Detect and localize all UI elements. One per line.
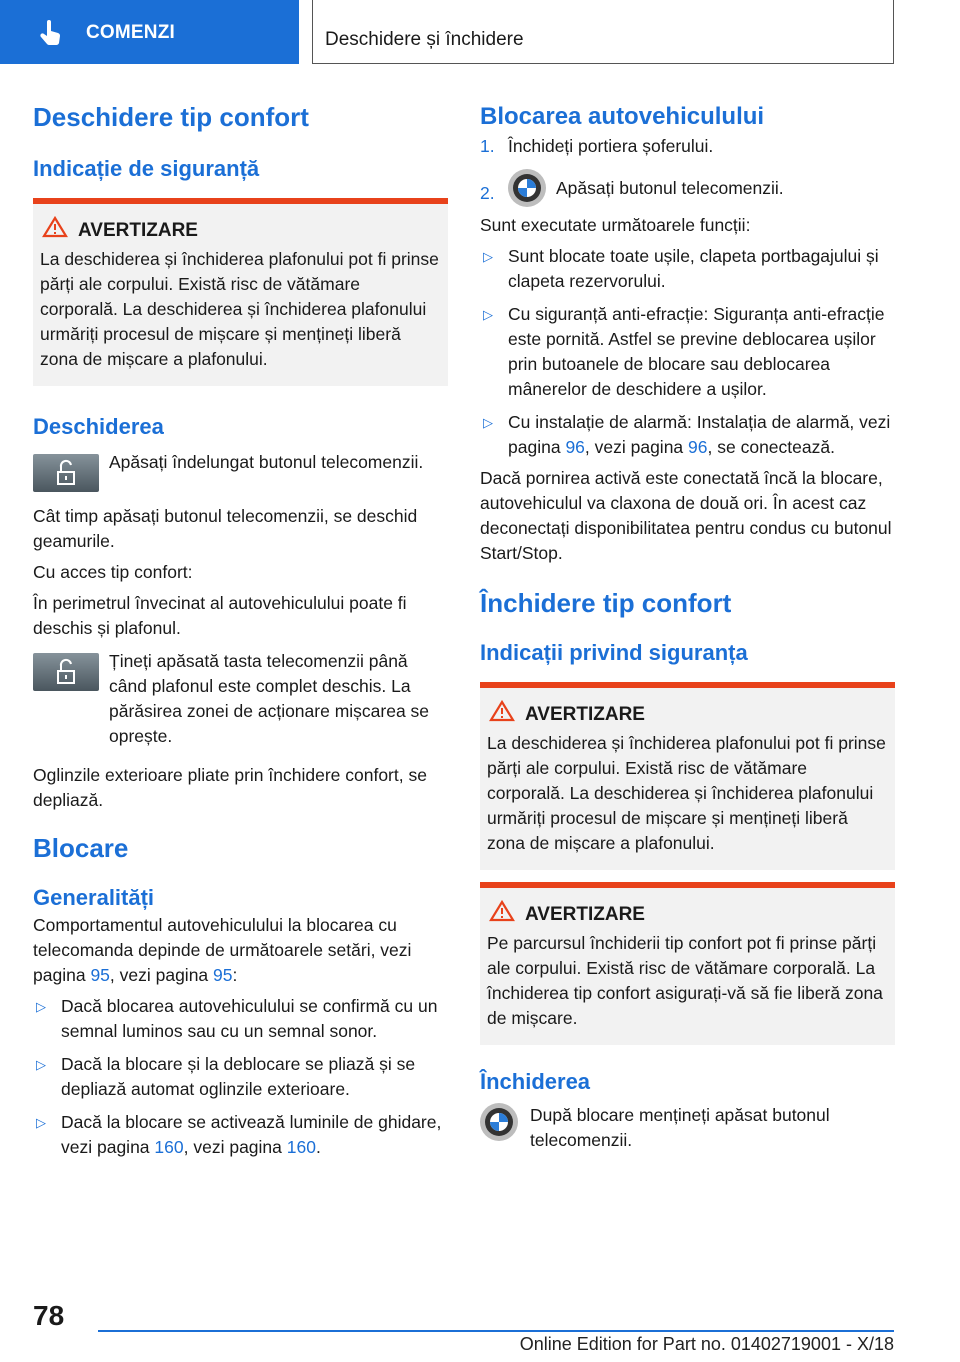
heading-lock: Blocare <box>33 833 129 863</box>
page-number: 78 <box>33 1300 65 1331</box>
paragraph: Dacă pornirea activă este conectată încă la blocare, autovehiculul va claxona de două ori. În acest caz deconectați disponibilitatea pentru condus cu butonul Start/Stop. <box>480 468 892 563</box>
warning-title: AVERTIZARE <box>525 703 645 725</box>
footer <box>98 1330 894 1354</box>
left-column <box>33 100 448 1160</box>
list-item: ▷ Dacă la blocare se activează luminile de ghidare, vezi pagina 160, vezi pagina 160. <box>36 1112 442 1157</box>
page-link[interactable]: 96 <box>565 437 585 457</box>
chapter-tab[interactable] <box>0 0 299 64</box>
hold-step-text: Țineți apăsată tasta telecomenzii până când plafonul este complet deschis. La părăsirea zonei de acționare mișcarea se oprește. <box>109 651 430 746</box>
chapter-label: COMENZI <box>86 22 176 43</box>
general-text: Comportamentul autovehiculului la blocarea cu telecomanda depinde de următoarele setări, vezi pagina 95, vezi pagina 95: <box>33 915 412 985</box>
right-column <box>480 100 895 1153</box>
warning-box <box>33 198 448 386</box>
paragraph: Cu acces tip confort: <box>33 562 193 582</box>
heading-comfort-open: Deschidere tip confort <box>33 102 309 132</box>
list-item: ▷ Dacă la blocare și la deblocare se pliază și se depliază automat oglinzile exterioare. <box>36 1054 416 1099</box>
warning-triangle-icon <box>42 216 68 245</box>
paragraph: Sunt executate următoarele funcții: <box>480 215 751 235</box>
warning-text: Pe parcursul închiderii tip confort pot fi prinse părți ale corpului. Există risc de vătămare corporală. La închiderea tip confort asigurați-vă să fie liberă zona de mișcare. <box>487 933 883 1028</box>
paragraph: Cât timp apăsați butonul telecomenzii, se deschid geamurile. <box>33 506 418 551</box>
page-link[interactable]: 160 <box>286 1137 316 1157</box>
triangle-bullet-icon: ▷ <box>36 1115 46 1130</box>
triangle-bullet-icon: ▷ <box>36 999 46 1014</box>
warning-triangle-icon <box>489 700 515 729</box>
unlock-button-image <box>33 454 99 492</box>
heading-safety-close: Indicații privind siguranța <box>480 640 748 665</box>
heading-lock-vehicle: Blocarea autovehiculului <box>480 103 765 130</box>
heading-close: Închiderea <box>480 1069 591 1094</box>
edition-text: Online Edition for Part no. 01402719001 - X/18 <box>519 1334 894 1354</box>
warning-text: La deschiderea și închiderea plafonului pot fi prinse părți ale corpului. Există risc de vătămare corporală. La deschiderea și închiderea plafonului urmăriți procesul de mișcare și mențineți liberă zona de mișcare a plafonului. <box>40 249 439 369</box>
step-item: 2. Apăsați butonul telecomenzii. <box>480 169 895 207</box>
heading-general: Generalități <box>33 885 155 910</box>
heading-safety: Indicație de siguranță <box>33 156 260 181</box>
page-link[interactable]: 95 <box>213 965 233 985</box>
page-link[interactable]: 95 <box>90 965 110 985</box>
heading-open: Deschiderea <box>33 414 164 439</box>
triangle-bullet-icon: ▷ <box>483 307 493 322</box>
warning-box <box>480 682 895 870</box>
triangle-bullet-icon: ▷ <box>483 415 493 430</box>
list-item: ▷ Dacă blocarea autovehiculului se confirmă cu un semnal luminos sau cu un semnal sonor. <box>36 996 438 1041</box>
close-step <box>480 1103 895 1153</box>
triangle-bullet-icon: ▷ <box>483 249 493 264</box>
page-link[interactable]: 96 <box>688 437 708 457</box>
paragraph: Oglinzile exterioare pliate prin închidere confort, se depliază. <box>33 765 427 810</box>
warning-triangle-icon <box>489 900 515 929</box>
unlock-button-image <box>33 653 99 691</box>
open-step <box>33 450 448 492</box>
hand-pointer-icon <box>38 20 64 51</box>
open-step-text: Apăsați îndelungat butonul telecomenzii. <box>109 452 424 472</box>
functions-list <box>480 244 895 460</box>
hold-step <box>33 649 448 749</box>
bmw-key-button-icon <box>508 169 546 207</box>
section-header <box>312 0 894 64</box>
close-step-text: După blocare mențineți apăsat butonul telecomenzii. <box>530 1105 830 1150</box>
heading-comfort-close: Închidere tip confort <box>480 588 732 618</box>
page-link[interactable]: 160 <box>154 1137 184 1157</box>
settings-list <box>33 994 448 1160</box>
paragraph: În perimetrul învecinat al autovehiculului poate fi deschis și plafonul. <box>33 593 407 638</box>
section-title: Deschidere și închidere <box>325 29 524 50</box>
warning-box <box>480 882 895 1045</box>
list-item: ▷ Cu siguranță anti-efracție: Siguranța anti-efracție este pornită. Astfel se previne deblocarea ușilor prin butoanele de blocare sau deblocarea mânerelor de deschidere a ușilor. <box>483 304 885 399</box>
warning-text: La deschiderea și închiderea plafonului pot fi prinse părți ale corpului. Există risc de vătămare corporală. La deschiderea și închiderea plafonului urmăriți procesul de mișcare și mențineți liberă zona de mișcare a plafonului. <box>487 733 886 853</box>
list-item: ▷ Cu instalație de alarmă: Instalația de alarmă, vezi pagina 96, vezi pagina 96, se conectează. <box>483 412 891 457</box>
warning-title: AVERTIZARE <box>525 903 645 925</box>
warning-title: AVERTIZARE <box>78 219 198 241</box>
list-item: ▷ Sunt blocate toate ușile, clapeta portbagajului și clapeta rezervorului. <box>483 246 879 291</box>
step-item: 1. Închideți portiera șoferului. <box>480 136 714 156</box>
triangle-bullet-icon: ▷ <box>36 1057 46 1072</box>
bmw-key-button-icon <box>480 1103 518 1141</box>
steps-list <box>480 134 895 207</box>
